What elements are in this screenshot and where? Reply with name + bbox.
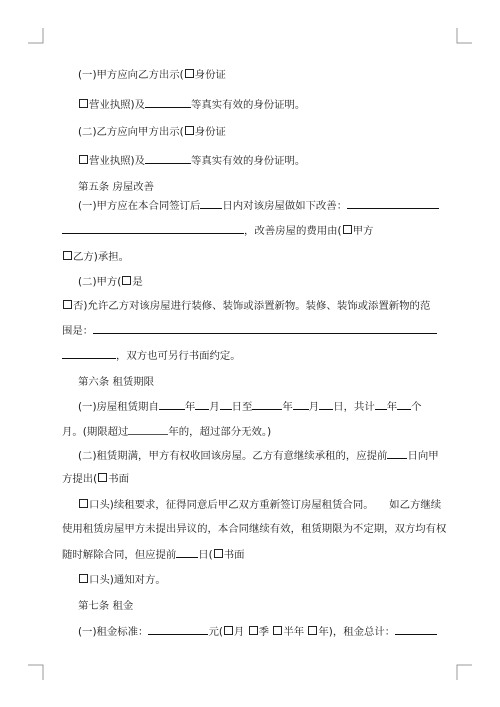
fill-blank[interactable] (62, 223, 244, 234)
clause-5-2-line2: 营业执照)及 等真实有效的身份证明。 (78, 153, 305, 168)
article-5-2-line3: 围是： (62, 323, 437, 338)
checkbox[interactable] (79, 574, 88, 583)
fill-blank[interactable] (195, 399, 209, 410)
article-6-2-line4: 使用租赁房屋甲方未提出异议的，本合同继续有效，租赁期限为不定期，双方均有权 (62, 523, 447, 535)
fill-blank[interactable] (387, 448, 407, 459)
checkbox[interactable] (308, 626, 317, 635)
fill-blank[interactable] (319, 399, 333, 410)
article-5-heading: 第五条 房屋改善 (78, 181, 155, 193)
checkbox[interactable] (63, 251, 72, 260)
fill-blank[interactable] (397, 399, 411, 410)
checkbox[interactable] (273, 626, 282, 635)
checkbox[interactable] (79, 99, 88, 108)
checkbox[interactable] (79, 155, 88, 164)
checkbox[interactable] (214, 549, 223, 558)
article-5-2-line4: ，双方也可另行书面约定。 (62, 348, 241, 363)
article-6-heading: 第六条 租赁期限 (78, 376, 155, 388)
clause-5-2-line1: (二)乙方应向甲方出示( 身份证 (78, 126, 226, 138)
fill-blank[interactable] (145, 97, 191, 108)
fill-blank[interactable] (252, 399, 282, 410)
fill-blank[interactable] (62, 348, 116, 359)
fill-blank[interactable] (347, 198, 439, 209)
fill-blank[interactable] (200, 198, 222, 209)
fill-blank[interactable] (148, 624, 208, 635)
article-6-1-line1: (一)房屋租赁期自 年 月 日至 年 月 日，共计 年 个 (78, 401, 422, 413)
article-5-1-line2: ，改善房屋的费用由( 甲方 (62, 223, 373, 238)
fill-blank[interactable] (145, 153, 191, 164)
checkbox[interactable] (79, 499, 88, 508)
fill-blank[interactable] (395, 624, 437, 635)
article-6-2-line3: 口头)续租要求，征得同意后甲乙双方重新签订房屋租赁合同。 如乙方继续 (78, 498, 441, 512)
fill-blank[interactable] (293, 399, 309, 410)
fill-blank[interactable] (93, 323, 437, 334)
article-5-2-line1: (二)甲方( 是 (78, 276, 143, 288)
article-7-1-line1: (一)租金标准： 元( 月 季 半年 年)，租金总计： (78, 624, 437, 639)
fill-blank[interactable] (159, 399, 185, 410)
checkbox[interactable] (343, 225, 352, 234)
fill-blank[interactable] (220, 399, 232, 410)
checkbox[interactable] (63, 300, 72, 309)
article-6-2-line5: 随时解除合同，但应提前 日( 书面 (62, 549, 245, 561)
checkbox[interactable] (98, 473, 107, 482)
checkbox[interactable] (185, 69, 194, 78)
checkbox[interactable] (224, 626, 233, 635)
fill-blank[interactable] (176, 547, 198, 558)
fill-blank[interactable] (128, 424, 168, 435)
article-5-1-line3: 乙方)承担。 (62, 250, 129, 264)
article-6-2-line1: (二)租赁期满，甲方有权收回该房屋。乙方有意继续承租的，应提前 日向甲 (78, 450, 439, 462)
clause-5-1-line1: (一)甲方应向乙方出示( 身份证 (78, 69, 226, 81)
checkbox[interactable] (122, 276, 131, 285)
fill-blank[interactable] (375, 399, 387, 410)
article-5-2-line2: 否)允许乙方对该房屋进行装修、装饰或添置新物。装修、装饰或添置新物的范 (62, 299, 430, 313)
clause-5-1-line2: 营业执照)及 等真实有效的身份证明。 (78, 97, 305, 112)
article-5-1-line1: (一)甲方应在本合同签订后 日内对该房屋做如下改善： (78, 198, 439, 213)
checkbox[interactable] (249, 626, 258, 635)
article-7-heading: 第七条 租金 (78, 600, 134, 612)
article-6-2-line2: 方提出( 书面 (62, 473, 130, 485)
checkbox[interactable] (185, 126, 194, 135)
article-6-1-line2: 月。(期限超过 年的，超过部分无效。) (62, 426, 272, 438)
article-6-2-line6: 口头)通知对方。 (78, 573, 166, 587)
